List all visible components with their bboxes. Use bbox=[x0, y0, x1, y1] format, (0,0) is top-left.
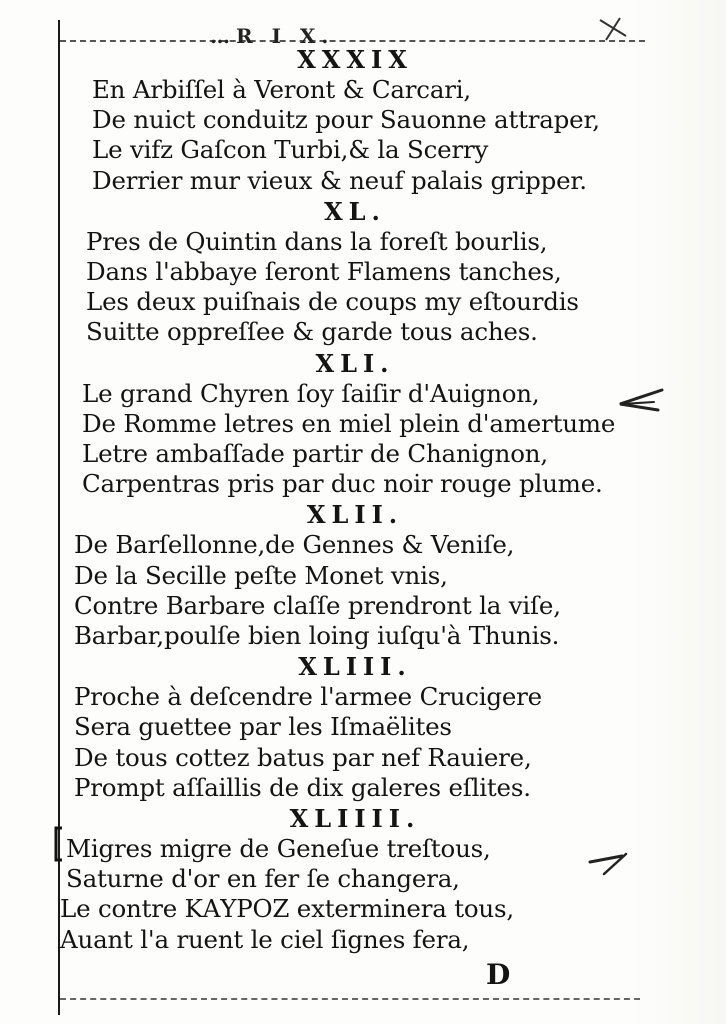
verse-line: Pres de Quintin dans la foreſt bourlis, bbox=[86, 226, 548, 256]
scan-edge-shadow bbox=[631, 0, 726, 1024]
quatrain-40 bbox=[60, 196, 620, 348]
verse-line: Le grand Chyren ſoy ſaiſir d'Auignon, bbox=[82, 378, 540, 408]
verse-line: Proche à deſcendre l'armee Crucigere bbox=[74, 682, 542, 712]
top-rule bbox=[60, 40, 645, 42]
verse-line: Barbar,poulſe bien loing iuſqu'à Thunis. bbox=[74, 621, 560, 651]
verse-line: De tous cottez batus par nef Rauiere, bbox=[74, 742, 532, 772]
verse-line: Saturne d'or en fer ſe changera, bbox=[66, 864, 460, 894]
verse-line: En Arbiſſel à Veront & Carcari, bbox=[92, 75, 471, 104]
verse-line: De la Secille peſte Monet vnis, bbox=[74, 560, 448, 590]
verse-line: Carpentras pris par duc noir rouge plume. bbox=[82, 469, 603, 499]
verse-line: De nuict conduitz pour Sauonne attraper, bbox=[92, 105, 600, 135]
margin-arrow-icon bbox=[608, 380, 668, 420]
verse-line: Auant l'a ruent le ciel ſignes fera, bbox=[60, 924, 470, 954]
verse-line: Suitte oppreſſee & garde tous aches. bbox=[86, 317, 538, 347]
margin-bracket-icon bbox=[50, 826, 66, 862]
margin-dash-icon bbox=[586, 846, 630, 882]
verse-line: De Romme letres en miel plein d'amertume bbox=[82, 408, 616, 438]
verse-line: Derrier mur vieux & neuf palais gripper. bbox=[92, 165, 587, 195]
quatrain-number: XLIIII. bbox=[289, 804, 421, 834]
verse-line: Letre ambaſſade partir de Chanignon, bbox=[82, 439, 548, 469]
quatrain-number: XLI. bbox=[315, 348, 395, 378]
verse-line: Les deux puiſnais de coups my eſtourdis bbox=[86, 287, 579, 317]
quatrain-number: XXXIX bbox=[297, 45, 413, 74]
quatrain-number: XL. bbox=[324, 196, 386, 226]
quatrain-42 bbox=[60, 499, 620, 651]
catchword: D bbox=[486, 958, 511, 991]
verse-line: Prompt aſſaillis de dix galeres eſlites. bbox=[74, 772, 531, 802]
quatrain-44 bbox=[60, 803, 620, 955]
bottom-rule bbox=[60, 998, 640, 1000]
corner-mark-icon bbox=[596, 14, 646, 44]
verse-line: Le vifz Gaſcon Turbi,& la Scerry bbox=[92, 135, 489, 165]
quatrain-43 bbox=[60, 651, 620, 803]
verse-line: Migres migre de Geneſue treſtous, bbox=[66, 834, 491, 864]
verse-line: Le contre ΚΑΥΡΟΖ exterminera tous, bbox=[60, 894, 514, 924]
running-head: …R I X. bbox=[210, 26, 335, 46]
verse-line: Contre Barbare claſſe prendront la viſe, bbox=[74, 590, 561, 620]
quatrain-number: XLIII. bbox=[298, 652, 412, 682]
verse-line: Sera guettee par les Iſmaëlites bbox=[74, 712, 452, 742]
verse-line: Dans l'abbaye ſeront Flamens tanches, bbox=[86, 257, 562, 287]
quatrain-39 bbox=[60, 44, 620, 196]
quatrain-41 bbox=[60, 348, 620, 500]
quatrain-number: XLII. bbox=[306, 500, 404, 530]
text-block bbox=[60, 44, 620, 955]
verse-line: De Barſellonne,de Gennes & Veniſe, bbox=[74, 530, 515, 560]
